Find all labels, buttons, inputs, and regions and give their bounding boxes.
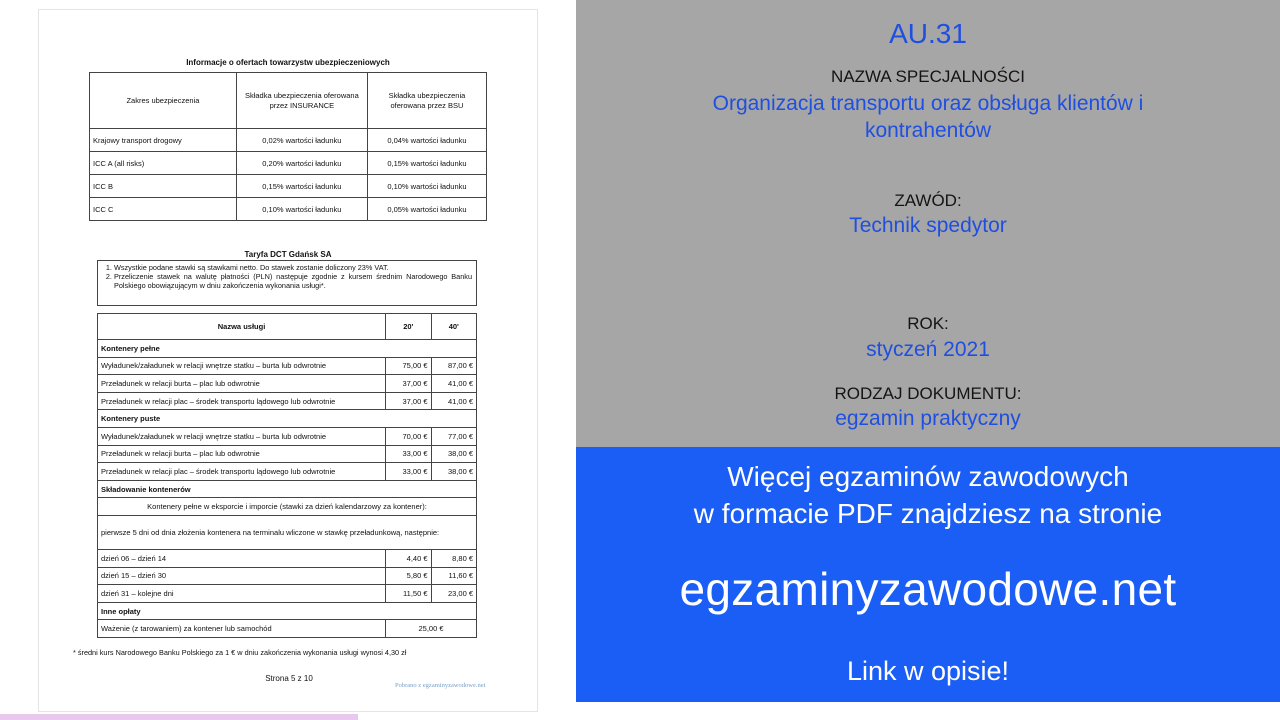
price-cell: 41,00 € [431, 392, 476, 410]
profession-value: Technik spedytor [849, 214, 1007, 237]
promo-text [576, 458, 1280, 532]
watermark: Pobrano z egzaminyzawodowe.net [395, 682, 486, 689]
page-number: Strona 5 z 10 [265, 674, 313, 683]
insurance-scope-cell: ICC C [90, 198, 237, 221]
promo-line-1: Więcej egzaminów zawodowych [727, 461, 1129, 492]
price-cell: 4,40 € [386, 549, 431, 567]
insurance-header-cell: Zakres ubezpieczenia [90, 73, 237, 129]
insurance-rate-cell: 0,20% wartości ładunku [236, 152, 367, 175]
service-cell: dzień 06 – dzień 14 [98, 549, 386, 567]
insurance-scope-cell: ICC A (all risks) [90, 152, 237, 175]
section-row [98, 480, 477, 498]
tariff-header-cell: 20' [386, 314, 431, 340]
tariff-title: Taryfa DCT Gdańsk SA [244, 250, 332, 259]
service-cell: Wyładunek/załadunek w relacji wnętrze statku – burta lub odwrotnie [98, 427, 386, 445]
insurance-rate-cell: 0,05% wartości ładunku [367, 198, 486, 221]
section-heading: Kontenery pełne [98, 340, 477, 358]
tariff-notes [97, 260, 477, 306]
tariff-header-cell: Nazwa usługi [98, 314, 386, 340]
price-cell: 38,00 € [431, 445, 476, 463]
tariff-table [97, 313, 477, 638]
service-cell: dzień 15 – dzień 30 [98, 567, 386, 585]
section-row [98, 602, 477, 620]
service-cell: Przeładunek w relacji plac – środek transportu lądowego lub odwrotnie [98, 463, 386, 481]
service-cell: Ważenie (z tarowaniem) za kontener lub samochód [98, 620, 386, 638]
tariff-note: 1. Wszystkie podane stawki są stawkami netto. Do stawek zostanie doliczony 23% VAT. [114, 263, 472, 272]
table-row [90, 129, 487, 152]
price-cell: 33,00 € [386, 445, 431, 463]
price-cell: 37,00 € [386, 375, 431, 393]
table-row [98, 567, 477, 585]
table-row [90, 198, 487, 221]
table-row [98, 427, 477, 445]
price-cell: 70,00 € [386, 427, 431, 445]
price-cell: 41,00 € [431, 375, 476, 393]
doctype-label: RODZAJ DOKUMENTU: [834, 384, 1022, 403]
insurance-header-cell: Składka ubezpieczenia oferowana przez BSU [367, 73, 486, 129]
specialty-line-1: Organizacja transportu oraz obsługa klientów i [712, 92, 1144, 115]
website-link[interactable]: egzaminyzawodowe.net [679, 563, 1177, 615]
exam-document-page [38, 9, 538, 712]
table-row [98, 445, 477, 463]
price-cell: 5,80 € [386, 567, 431, 585]
insurance-rate-cell: 0,04% wartości ładunku [367, 129, 486, 152]
insurance-rate-cell: 0,02% wartości ładunku [236, 129, 367, 152]
storage-intro: Kontenery pełne w eksporcie i imporcie (stawki za dzień kalendarzowy za kontener): [98, 498, 477, 516]
insurance-rate-cell: 0,10% wartości ładunku [236, 198, 367, 221]
table-row [90, 152, 487, 175]
table-row [98, 515, 477, 549]
price-cell: 25,00 € [386, 620, 477, 638]
exam-code: AU.31 [889, 18, 967, 49]
insurance-scope-cell: Krajowy transport drogowy [90, 129, 237, 152]
section-row [98, 410, 477, 428]
price-cell: 75,00 € [386, 357, 431, 375]
insurance-rate-cell: 0,15% wartości ładunku [367, 152, 486, 175]
table-row [98, 620, 477, 638]
price-cell: 33,00 € [386, 463, 431, 481]
tariff-note: 2. Przeliczenie stawek na walutę płatności (PLN) następuje zgodnie z kursem średnim Narodowego Banku Polskiego obowiązującym w dniu zakończenia wykonania usługi*. [114, 272, 472, 290]
footnote: * średni kurs Narodowego Banku Polskiego za 1 € w dniu zakończenia wykonania usługi wynosi 4,30 zł [73, 648, 407, 657]
insurance-table-title: Informacje o ofertach towarzystw ubezpieczeniowych [186, 58, 390, 67]
service-cell: Wyładunek/załadunek w relacji wnętrze statku – burta lub odwrotnie [98, 357, 386, 375]
doctype-value: egzamin praktyczny [835, 407, 1021, 430]
table-row [98, 375, 477, 393]
insurance-scope-cell: ICC B [90, 175, 237, 198]
service-cell: Przeładunek w relacji burta – plac lub odwrotnie [98, 445, 386, 463]
call-to-action: Link w opisie! [846, 656, 1010, 686]
storage-free-days: pierwsze 5 dni od dnia złożenia kontenera na terminalu wliczone w stawkę przeładunkową, następnie: [98, 515, 477, 549]
profession-label: ZAWÓD: [894, 191, 962, 210]
table-row [98, 357, 477, 375]
insurance-header-cell: Składka ubezpieczenia oferowana przez INSURANCE [236, 73, 367, 129]
price-cell: 87,00 € [431, 357, 476, 375]
year-value: styczeń 2021 [866, 338, 990, 361]
specialty-line-2: kontrahentów [864, 119, 992, 142]
promo-line-2: w formacie PDF znajdziesz na stronie [693, 498, 1163, 529]
bottom-accent-bar [0, 714, 358, 720]
table-row [98, 392, 477, 410]
price-cell: 23,00 € [431, 585, 476, 603]
service-cell: Przeładunek w relacji burta – plac lub odwrotnie [98, 375, 386, 393]
table-row [98, 463, 477, 481]
table-row [98, 585, 477, 603]
year-label: ROK: [907, 314, 949, 333]
insurance-rate-cell: 0,10% wartości ładunku [367, 175, 486, 198]
section-heading: Składowanie kontenerów [98, 480, 477, 498]
tariff-header-cell: 40' [431, 314, 476, 340]
price-cell: 8,80 € [431, 549, 476, 567]
service-cell: dzień 31 – kolejne dni [98, 585, 386, 603]
insurance-offers-table [89, 72, 487, 221]
price-cell: 37,00 € [386, 392, 431, 410]
section-heading: Inne opłaty [98, 602, 477, 620]
price-cell: 11,50 € [386, 585, 431, 603]
insurance-header-row [90, 73, 487, 129]
table-row [98, 549, 477, 567]
section-heading: Kontenery puste [98, 410, 477, 428]
specialty-label: NAZWA SPECJALNOŚCI [831, 67, 1025, 86]
insurance-rate-cell: 0,15% wartości ładunku [236, 175, 367, 198]
section-row [98, 340, 477, 358]
table-row [98, 498, 477, 516]
table-row [90, 175, 487, 198]
price-cell: 11,60 € [431, 567, 476, 585]
price-cell: 77,00 € [431, 427, 476, 445]
service-cell: Przeładunek w relacji plac – środek transportu lądowego lub odwrotnie [98, 392, 386, 410]
tariff-header-row [98, 314, 477, 340]
price-cell: 38,00 € [431, 463, 476, 481]
